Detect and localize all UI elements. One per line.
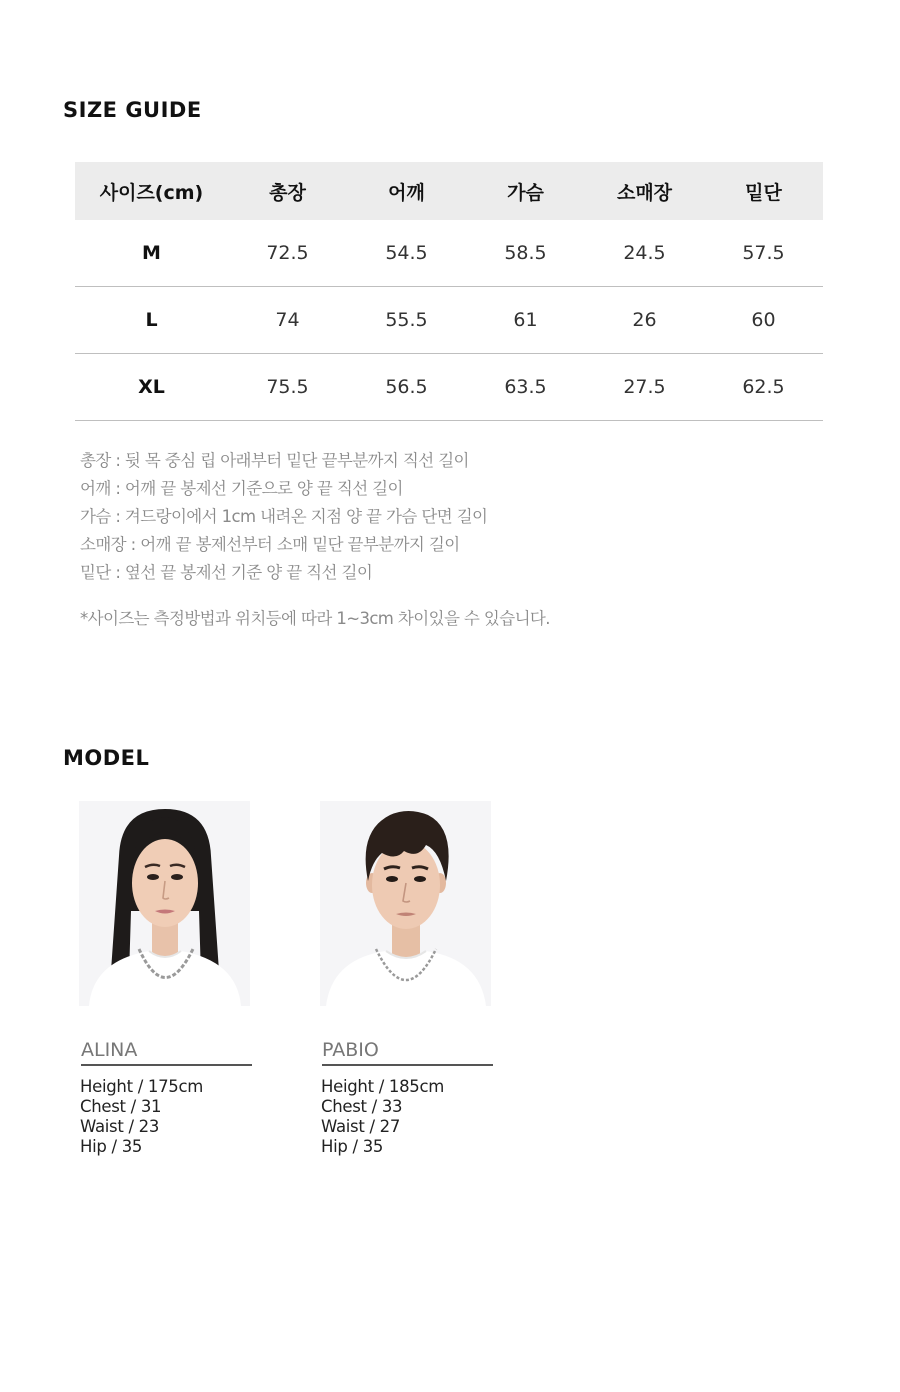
table-cell: 24.5 xyxy=(585,220,704,287)
header-shoulder: 어깨 xyxy=(347,162,466,220)
model-chest: Chest / 31 xyxy=(80,1097,162,1116)
table-cell: 58.5 xyxy=(466,220,585,287)
table-cell: 60 xyxy=(704,287,823,354)
table-cell: 54.5 xyxy=(347,220,466,287)
size-disclaimer: *사이즈는 측정방법과 위치등에 따라 1~3cm 차이있을 수 있습니다. xyxy=(80,609,550,628)
table-cell: 72.5 xyxy=(228,220,347,287)
model-hip: Hip / 35 xyxy=(321,1137,384,1156)
measurement-notes xyxy=(80,447,820,587)
model-hip: Hip / 35 xyxy=(80,1137,143,1156)
table-cell: 26 xyxy=(585,287,704,354)
size-name-cell: L xyxy=(75,287,228,354)
note-hem: 밑단 : 옆선 끝 봉제선 기준 양 끝 직선 길이 xyxy=(80,563,373,582)
header-hem: 밑단 xyxy=(704,162,823,220)
header-length: 총장 xyxy=(228,162,347,220)
female-model-portrait xyxy=(79,801,250,1006)
model-card xyxy=(320,801,500,1156)
note-sleeve: 소매장 : 어깨 끝 봉제선부터 소매 밑단 끝부분까지 길이 xyxy=(80,535,460,554)
size-name-cell: M xyxy=(75,220,228,287)
model-title: MODEL xyxy=(63,746,150,770)
model-name: PABIO xyxy=(322,1039,493,1066)
table-row xyxy=(75,220,823,287)
male-model-portrait xyxy=(320,801,491,1006)
size-table xyxy=(75,162,823,421)
size-table-header-row xyxy=(75,162,823,220)
model-photo xyxy=(320,801,491,1006)
table-cell: 63.5 xyxy=(466,354,585,421)
table-cell: 62.5 xyxy=(704,354,823,421)
model-waist: Waist / 23 xyxy=(80,1117,160,1136)
table-row xyxy=(75,287,823,354)
model-height: Height / 175cm xyxy=(80,1077,204,1096)
table-cell: 74 xyxy=(228,287,347,354)
table-cell: 27.5 xyxy=(585,354,704,421)
table-cell: 61 xyxy=(466,287,585,354)
header-chest: 가슴 xyxy=(466,162,585,220)
size-name-cell: XL xyxy=(75,354,228,421)
size-guide-title: SIZE GUIDE xyxy=(63,98,202,122)
model-measurements xyxy=(80,1077,203,1157)
model-height: Height / 185cm xyxy=(321,1077,445,1096)
note-shoulder: 어깨 : 어깨 끝 봉제선 기준으로 양 끝 직선 길이 xyxy=(80,479,403,498)
table-cell: 56.5 xyxy=(347,354,466,421)
model-photo xyxy=(79,801,250,1006)
model-measurements xyxy=(321,1077,444,1157)
note-chest: 가슴 : 겨드랑이에서 1cm 내려온 지점 양 끝 가슴 단면 길이 xyxy=(80,507,488,526)
table-row xyxy=(75,354,823,421)
header-size: 사이즈(cm) xyxy=(75,162,228,220)
table-cell: 57.5 xyxy=(704,220,823,287)
note-length: 총장 : 뒷 목 중심 립 아래부터 밑단 끝부분까지 직선 길이 xyxy=(80,451,469,470)
model-name: ALINA xyxy=(81,1039,252,1066)
table-cell: 55.5 xyxy=(347,287,466,354)
table-cell: 75.5 xyxy=(228,354,347,421)
model-waist: Waist / 27 xyxy=(321,1117,401,1136)
model-chest: Chest / 33 xyxy=(321,1097,403,1116)
model-card xyxy=(79,801,259,1156)
header-sleeve: 소매장 xyxy=(585,162,704,220)
